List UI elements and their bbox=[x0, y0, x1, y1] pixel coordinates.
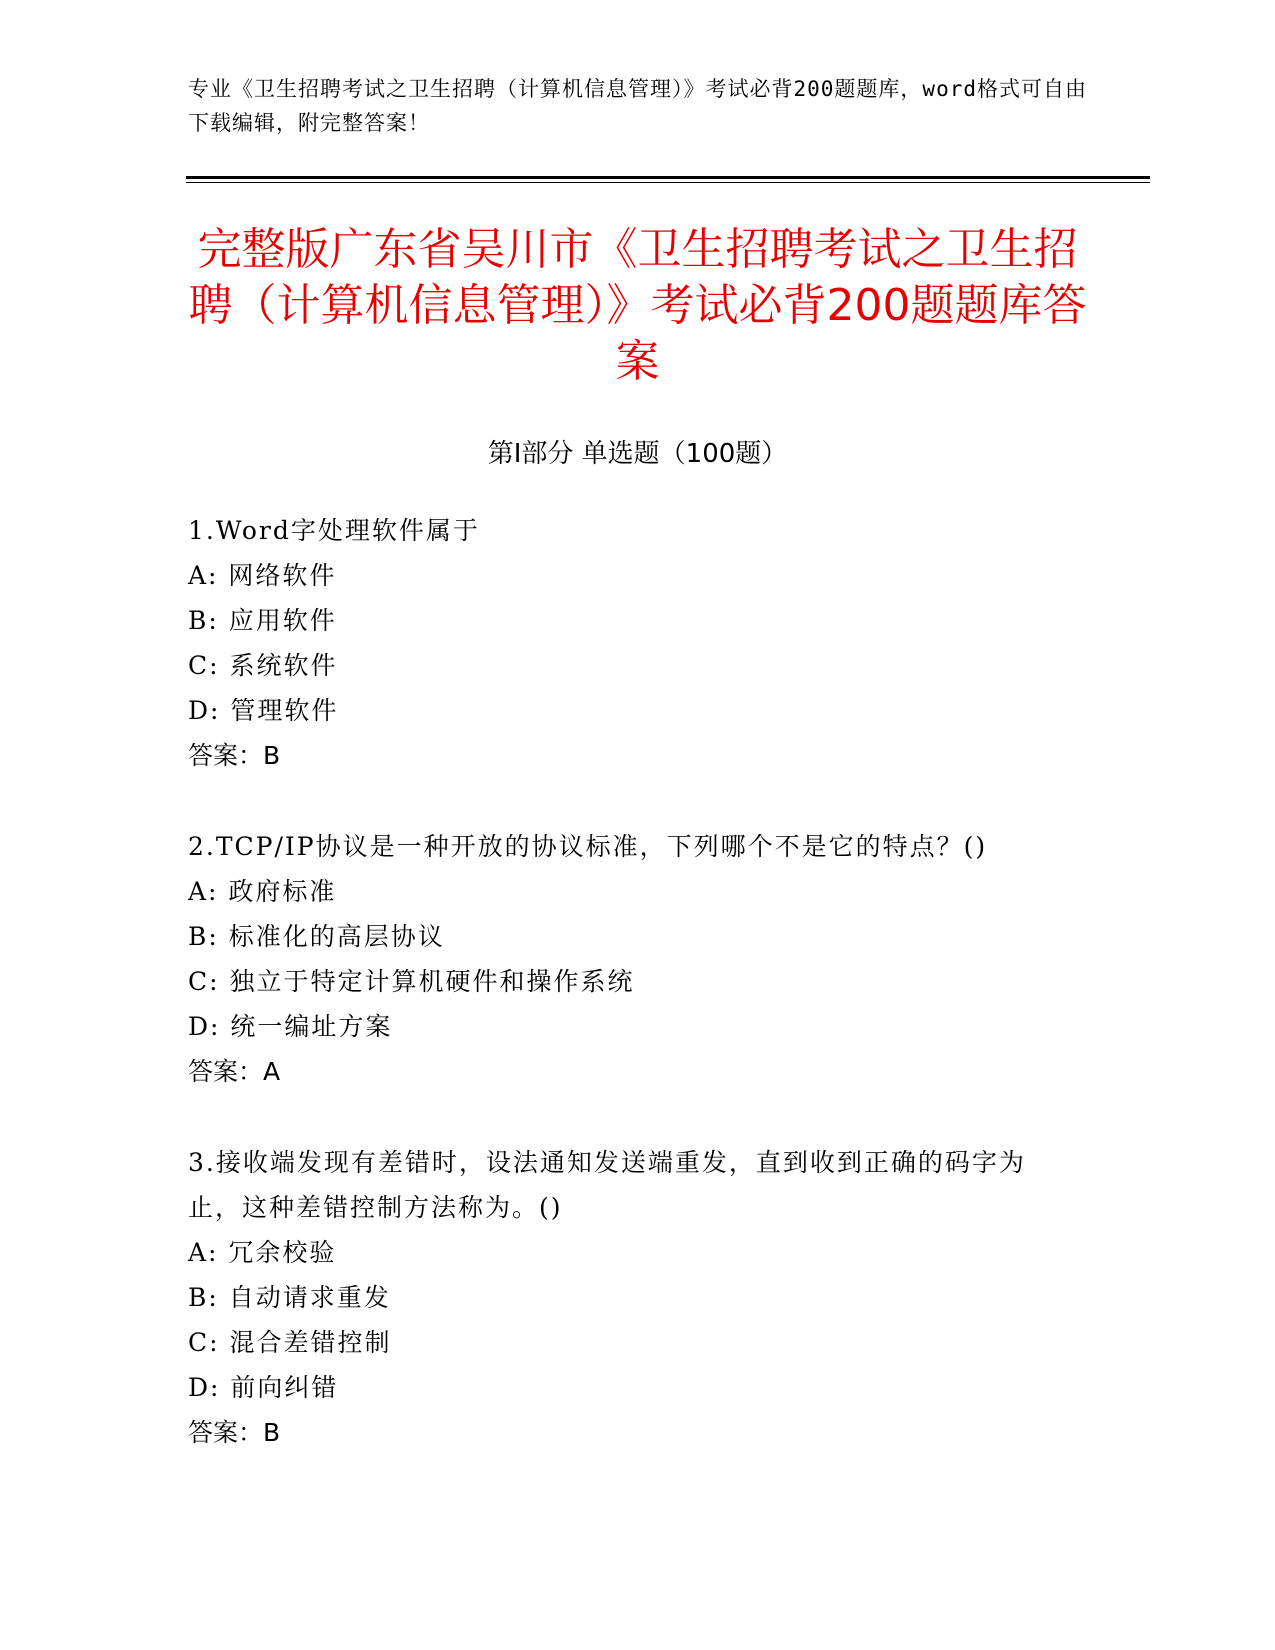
option-d: D: 前向纠错 bbox=[188, 1373, 339, 1402]
option-a: A: 网络软件 bbox=[188, 561, 337, 590]
section-title: 第Ⅰ部分 单选题（100题） bbox=[487, 439, 788, 469]
option-a: A: 政府标准 bbox=[188, 877, 337, 906]
option-b: B: 自动请求重发 bbox=[188, 1283, 391, 1312]
option-b: B: 标准化的高层协议 bbox=[188, 922, 445, 951]
option-b: B: 应用软件 bbox=[188, 606, 337, 635]
answer: 答案：B bbox=[188, 1418, 281, 1447]
question-stem: 3.接收端发现有差错时，设法通知发送端重发，直到收到正确的码字为止，这种差错控制方法称为。() bbox=[188, 1148, 1026, 1222]
option-c: C: 独立于特定计算机硬件和操作系统 bbox=[188, 967, 635, 996]
option-d: D: 统一编址方案 bbox=[188, 1012, 393, 1041]
option-d: D: 管理软件 bbox=[188, 696, 339, 725]
question-stem: 2.TCP/IP协议是一种开放的协议标准，下列哪个不是它的特点？() bbox=[188, 832, 988, 861]
question-2 bbox=[188, 824, 1068, 1094]
header-divider-thick bbox=[186, 176, 1150, 179]
question-3 bbox=[188, 1140, 1068, 1455]
header-note: 专业《卫生招聘考试之卫生招聘（计算机信息管理）》考试必背200题题库，word格式可自由下载编辑，附完整答案！ bbox=[188, 77, 1087, 135]
answer: 答案：A bbox=[188, 1057, 281, 1086]
document-title: 完整版广东省吴川市《卫生招聘考试之卫生招聘（计算机信息管理）》考试必背200题题库答案 bbox=[188, 224, 1087, 387]
question-1 bbox=[188, 508, 1068, 778]
header-divider-thin bbox=[186, 182, 1150, 183]
option-c: C: 混合差错控制 bbox=[188, 1328, 392, 1357]
option-a: A: 冗余校验 bbox=[188, 1238, 337, 1267]
answer: 答案：B bbox=[188, 741, 281, 770]
question-stem: 1.Word字处理软件属于 bbox=[188, 516, 480, 545]
option-c: C: 系统软件 bbox=[188, 651, 338, 680]
